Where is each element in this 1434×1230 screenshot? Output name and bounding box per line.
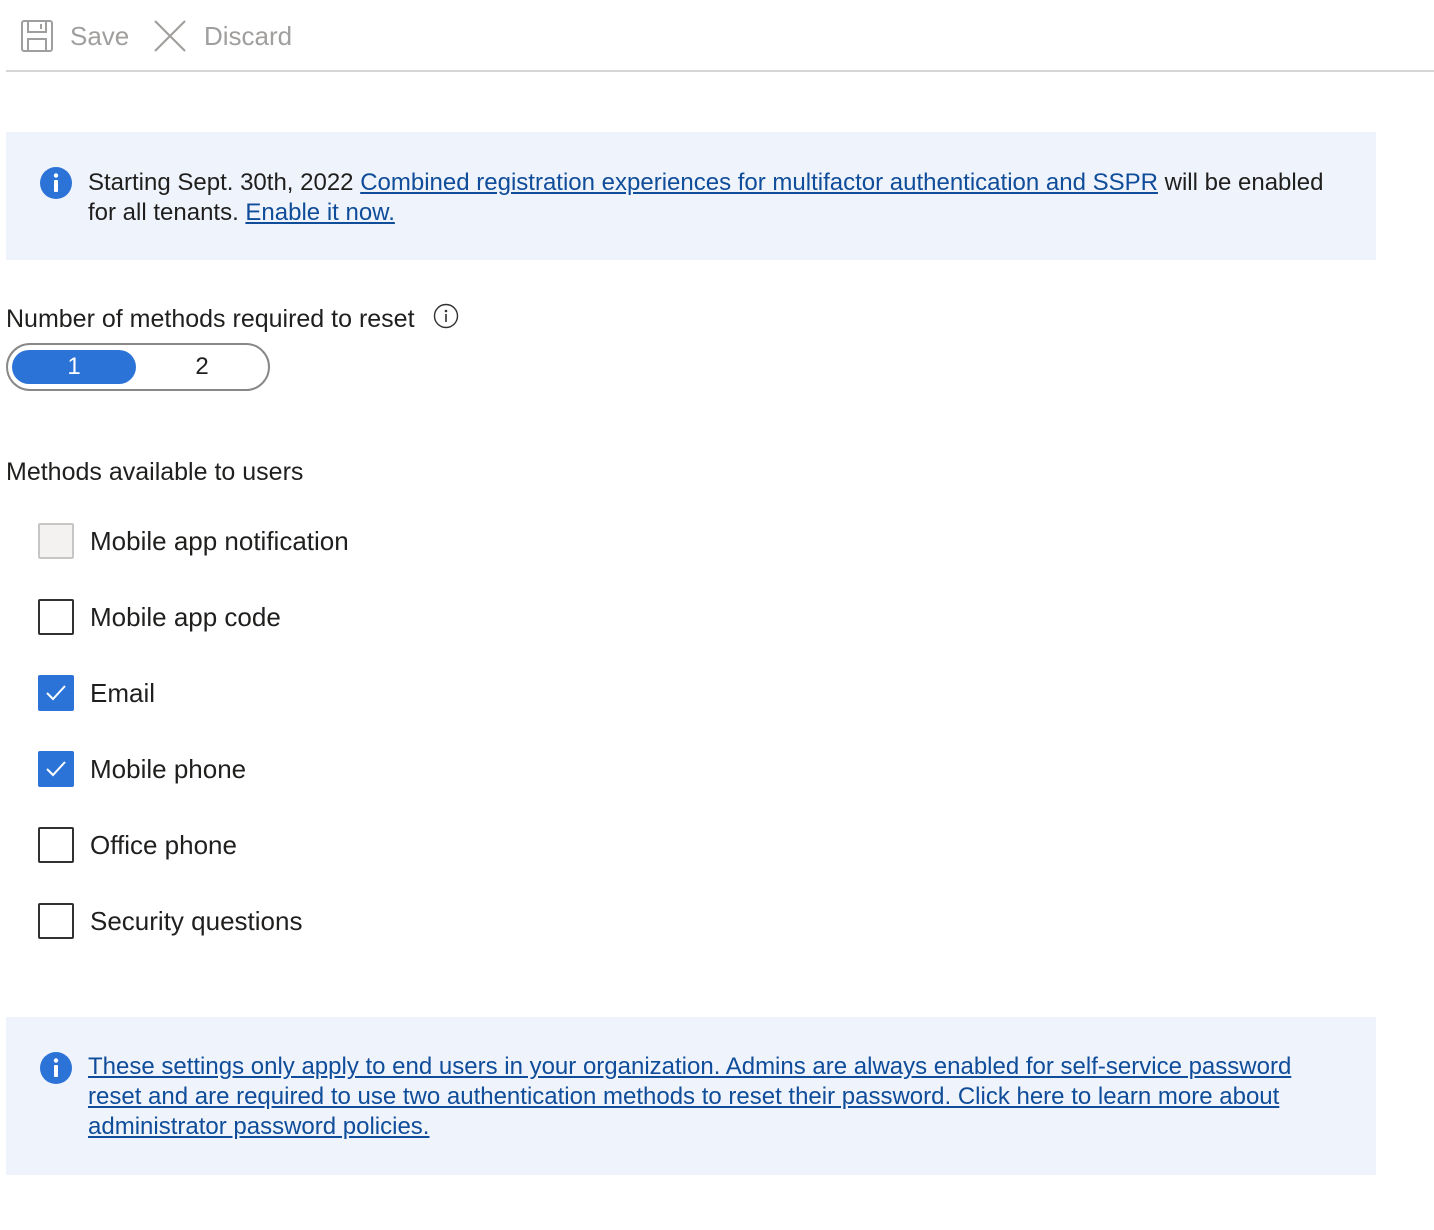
discard-button-label: Discard bbox=[204, 20, 293, 51]
info-filled-icon bbox=[40, 1052, 72, 1084]
methods-required-option-1[interactable]: 1 bbox=[12, 350, 136, 384]
save-button[interactable] bbox=[20, 16, 129, 56]
methods-required-option-2[interactable]: 2 bbox=[195, 353, 209, 380]
close-x-icon bbox=[152, 18, 188, 54]
checkbox[interactable] bbox=[38, 675, 74, 711]
checkbox[interactable] bbox=[38, 827, 74, 863]
banner-middle-text: will be enabled for all tenants. bbox=[88, 169, 1324, 226]
methods-required-toggle bbox=[6, 343, 270, 391]
info-outline-icon[interactable] bbox=[433, 303, 459, 336]
method-label: Mobile phone bbox=[90, 753, 247, 784]
method-mobile-app-code[interactable] bbox=[38, 599, 281, 635]
combined-registration-link[interactable]: Combined registration experiences for multifactor authentication and SSPR bbox=[360, 169, 1158, 196]
info-filled-icon bbox=[40, 167, 72, 199]
checkmark-icon bbox=[44, 757, 68, 781]
registration-info-text bbox=[88, 168, 1346, 228]
discard-button[interactable] bbox=[152, 16, 292, 56]
method-email[interactable] bbox=[38, 675, 155, 711]
method-office-phone[interactable] bbox=[38, 827, 237, 863]
checkmark-icon bbox=[44, 681, 68, 705]
admin-password-policy-link[interactable]: These settings only apply to end users in your organization. Admins are always enabled for self-service password reset and are required to use two authentication methods to reset their password. Click here to learn more about administrator password policies. bbox=[88, 1053, 1292, 1140]
method-mobile-phone[interactable] bbox=[38, 751, 246, 787]
methods-required-label-row bbox=[6, 303, 459, 336]
registration-info-banner bbox=[6, 132, 1376, 260]
save-floppy-icon bbox=[20, 19, 54, 53]
method-label: Email bbox=[90, 677, 156, 708]
method-label: Mobile app notification bbox=[90, 525, 349, 556]
method-security-questions[interactable] bbox=[38, 903, 302, 939]
checkbox[interactable] bbox=[38, 903, 74, 939]
method-mobile-app-notification[interactable] bbox=[38, 523, 349, 559]
methods-available-label: Methods available to users bbox=[6, 458, 304, 486]
admin-policy-info-text bbox=[88, 1052, 1346, 1142]
banner-prefix-text: Starting Sept. 30th, 2022 bbox=[88, 169, 361, 196]
checkbox[interactable] bbox=[38, 523, 74, 559]
methods-required-label: Number of methods required to reset bbox=[6, 305, 415, 333]
method-label: Office phone bbox=[90, 829, 237, 860]
checkbox[interactable] bbox=[38, 751, 74, 787]
method-label: Mobile app code bbox=[90, 601, 281, 632]
enable-it-now-link[interactable]: Enable it now. bbox=[245, 199, 395, 226]
admin-policy-info-banner bbox=[6, 1017, 1376, 1175]
command-bar bbox=[6, 0, 1434, 72]
method-label: Security questions bbox=[90, 905, 303, 936]
checkbox[interactable] bbox=[38, 599, 74, 635]
save-button-label: Save bbox=[70, 20, 130, 51]
